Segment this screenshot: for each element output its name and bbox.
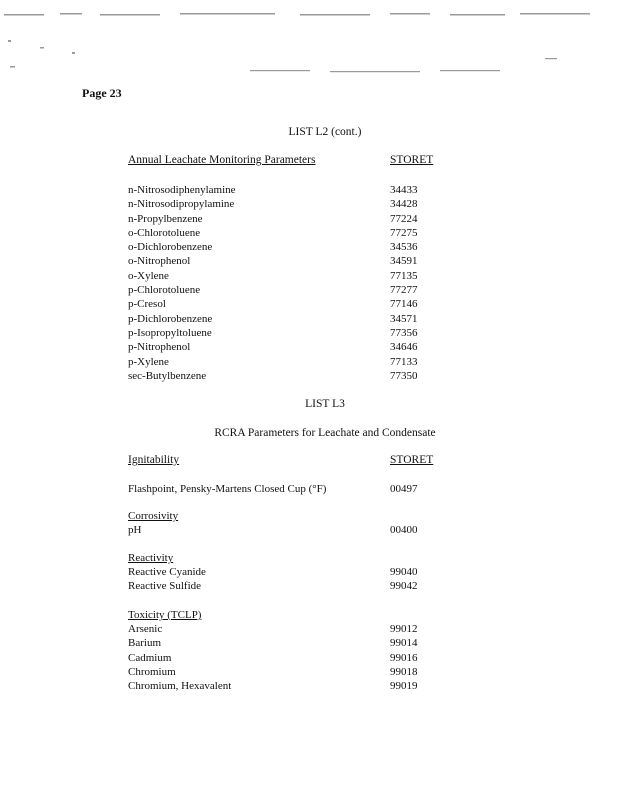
parameter-name: Cadmium: [128, 651, 172, 664]
table-row: [128, 240, 458, 254]
storet-code: 99018: [390, 665, 418, 678]
table-row: [128, 226, 458, 240]
table-row: [128, 340, 458, 354]
corrosivity-table: [128, 523, 458, 537]
parameter-name: p-Chlorotoluene: [128, 284, 201, 297]
storet-code: 99014: [390, 637, 418, 650]
toxicity-section: [128, 608, 458, 622]
table-row: [128, 523, 458, 537]
parameter-name: sec-Butylbenzene: [128, 369, 207, 382]
storet-code: 99019: [390, 680, 418, 693]
table-row: [128, 579, 458, 593]
storet-header: STORET: [390, 154, 434, 166]
table-row: [128, 622, 458, 636]
scan-noise: [0, 0, 618, 90]
storet-code: 99016: [390, 651, 418, 664]
storet-code: 99042: [390, 580, 418, 593]
parameter-name: Chromium: [128, 665, 176, 678]
table-row: [128, 482, 458, 496]
storet-code: 77135: [390, 269, 418, 282]
parameter-name: n-Propylbenzene: [128, 212, 203, 225]
parameter-name: o-Xylene: [128, 269, 169, 282]
storet-code: 34591: [390, 255, 418, 268]
parameter-name: Chromium, Hexavalent: [128, 680, 232, 693]
annual-leachate-header: Annual Leachate Monitoring Parameters: [128, 154, 316, 166]
page-number: Page 23: [82, 86, 122, 100]
parameter-name: n-Nitrosodiphenylamine: [128, 184, 236, 196]
table-row: [128, 651, 458, 665]
table-row: [128, 183, 458, 197]
storet-code: 34646: [390, 341, 418, 354]
list-l2-title: LIST L2 (cont.): [288, 126, 362, 138]
parameter-name: Barium: [128, 637, 161, 650]
parameter-name: Reactive Cyanide: [128, 566, 206, 578]
parameter-name: p-Xylene: [128, 355, 169, 368]
storet-code: 77146: [390, 298, 418, 311]
table-row: [128, 312, 458, 326]
storet-code: 77275: [390, 226, 418, 239]
parameter-name: o-Nitrophenol: [128, 255, 191, 268]
storet-code: 00400: [390, 524, 418, 536]
storet-code: 34536: [390, 241, 418, 254]
reactivity-section: [128, 551, 458, 565]
table-row: [128, 197, 458, 211]
storet-code: 34433: [390, 184, 418, 196]
corrosivity-header: Corrosivity: [128, 510, 179, 522]
storet-header-l3: STORET: [390, 454, 434, 466]
table-row: [128, 665, 458, 679]
table-row: [128, 679, 458, 693]
ignitability-header: Ignitability: [128, 454, 180, 466]
storet-code: 77224: [390, 212, 418, 225]
parameter-name: n-Nitrosodipropylamine: [128, 198, 235, 211]
parameter-name: pH: [128, 524, 142, 536]
parameter-name: p-Dichlorobenzene: [128, 312, 213, 325]
table-row: [128, 636, 458, 650]
parameter-name: o-Chlorotoluene: [128, 226, 201, 239]
storet-code: 77356: [390, 326, 418, 339]
list-l3-title: LIST L3: [305, 398, 345, 410]
parameter-name: p-Nitrophenol: [128, 341, 191, 354]
storet-code: 77350: [390, 369, 418, 382]
table-row: [128, 297, 458, 311]
table-row: [128, 355, 458, 369]
storet-code: 34428: [390, 198, 418, 211]
table-row: [128, 269, 458, 283]
corrosivity-section: [128, 509, 458, 523]
parameter-name: o-Dichlorobenzene: [128, 241, 213, 254]
storet-code: 99012: [390, 623, 418, 635]
parameter-name: Flashpoint, Pensky-Martens Closed Cup (°F): [128, 483, 327, 495]
reactivity-table: [128, 565, 458, 594]
storet-code: 77277: [390, 284, 418, 297]
table-row: [128, 369, 458, 383]
parameter-name: Reactive Sulfide: [128, 580, 202, 593]
parameter-name: Arsenic: [128, 623, 163, 635]
storet-code: 00497: [390, 483, 418, 495]
table-row: [128, 326, 458, 340]
parameter-name: p-Cresol: [128, 298, 166, 311]
table-row: [128, 212, 458, 226]
reactivity-header: Reactivity: [128, 552, 174, 564]
parameter-name: p-Isopropyltoluene: [128, 326, 212, 339]
table-row: [128, 565, 458, 579]
ignitability-table: [128, 482, 458, 496]
storet-code: 77133: [390, 355, 418, 368]
list-l3-subtitle: RCRA Parameters for Leachate and Condensate: [214, 427, 436, 439]
toxicity-table: [128, 622, 458, 693]
table-row: [128, 283, 458, 297]
storet-code: 99040: [390, 566, 418, 578]
table-row: [128, 254, 458, 268]
toxicity-header: Toxicity (TCLP): [128, 609, 202, 621]
storet-code: 34571: [390, 312, 418, 325]
list-l2-table: [128, 183, 458, 383]
